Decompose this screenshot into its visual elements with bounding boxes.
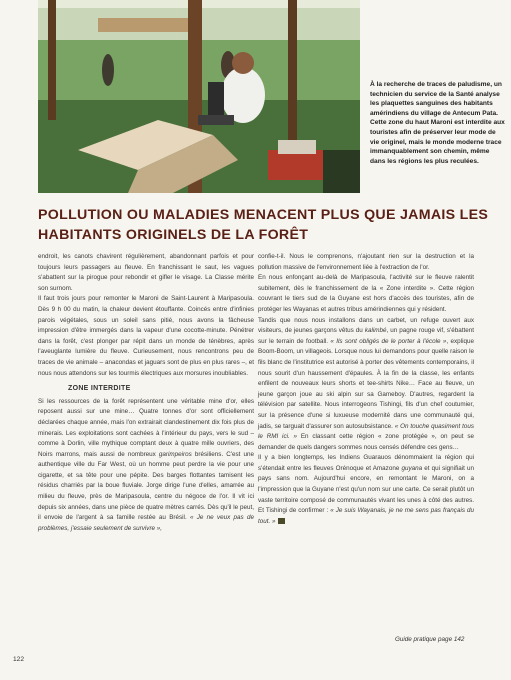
page-number: 122 bbox=[13, 656, 25, 663]
paragraph: endroit, les canots chavirent régulièrement, abandonnant parfois et pour toujours leurs passagers au fleuve. En franchissant le saut, les vagues s'abattent sur la pirogue pour rebondir et gifler le visage. La Classe mérite son surnom. bbox=[38, 253, 254, 292]
paragraph: Tandis que nous nous installons dans un carbet, un refuge ouvert aux visiteurs, de jeunes garçons vêtus du kalimbé, un pagne rouge vif, s'ébattent sur le terrain de football. « Ils sont obligés de le porter à l'école », explique Boom-Boom, un villageois. Lorsque nous lui demandons pour quelle raison le fils blanc de l'institutrice est autorisé à porter des vêtements contemporains, il nous sourit d'un haussement d'épaules. À la fin de la classe, les enfants enfilent de nouveaux leurs shorts et tee-shirts Nike… Face au fleuve, un jeune garçon joue au ski alpin sur sa Gameboy. D'autres, regardent la télévision par satellite. Nous interrogeons Tishingi, fils d'un chef coutumier, sur la présence d'une si luxueuse modernité dans une communauté qui, jadis, se targuait d'assurer son autosubsistance. « On touche quasiment tous le RMI ici. » En classant cette région « zone protégée », on peut se demander de quels dangers sommes nous censés défendre ces gens… bbox=[258, 316, 475, 451]
paragraph: Il faut trois jours pour remonter le Maroni de Saint-Laurent à Maripasoula. Dès 9 h 00 du matin, la chaleur devient étouffante. Coincés entre d'infinies parois végétales, sous un soleil sans pitié, nous avons la fâcheuse impression d'être immergés dans la vapeur d'une cocotte-minute. Pénétrer dans la forêt, c'est plonger par répit dans un monde de ténèbres, après l'aveuglante lumière du fleuve. Curieusement, nous rencontrons peu de traces de vie animale – anacondas et jaguars sont de plus en plus rares –, et nous nous attendons sur les tourmis électriques aux morsures inoubliables. bbox=[38, 295, 254, 377]
photo-caption: À la recherche de traces de paludisme, un technicien du service de la Santé analyse les plaquettes sanguines des habitants amérindiens du village de Antecum Pata. Cette zone du haut Maroni est interdite aux touristes afin de préserver leur mode de vie originel, mais le monde moderne trace immanquablement son chemin, même dans les régions les plus reculées. bbox=[370, 81, 505, 165]
section-subheading: ZONE INTERDITE bbox=[68, 385, 131, 393]
photo-illustration bbox=[38, 0, 360, 193]
article-column-right bbox=[258, 252, 474, 527]
guide-reference: Guide pratique page 142 bbox=[395, 636, 465, 643]
photo-laboratory-technician bbox=[38, 0, 360, 193]
article-headline: POLLUTION OU MALADIES MENACENT PLUS QUE JAMAIS LES HABITANTS ORIGINELS DE LA FORÊT bbox=[38, 207, 489, 243]
paragraph: Il y a bien longtemps, les Indiens Guarauos dénommaient la région qui s'étendait entre les fleuves Orénoque et Amazone guyana et qui signifiait un pays sans nom. Aujourd'hui encore, en remontant le Maroni, on a l'impression que la Guyane n'est qu'un nom sur une carte. Ce serait plutôt un vaste territoire composé de communautés vivant les unes à côté des autres. Et Tishingi de confirmer : « Je suis Wayanais, je ne me sens pas français du tout. » bbox=[258, 454, 475, 525]
article-column-left bbox=[38, 252, 254, 534]
paragraph: confie-t-il. Nous le comprenons, n'ajoutant rien sur la destruction et la pollution massive de l'environnement liée à l'extraction de l'or. bbox=[258, 253, 474, 271]
paragraph: En nous enfonçant au-delà de Maripasoula, l'activité sur le fleuve ralentit subitement, dès le franchissement de la « Zone interdite ». Cette région couvrant le tiers sud de la Guyane est hors d'accès des touristes, afin de protéger les Wayanas et autres tribus amérindiennes qui y résident. bbox=[258, 274, 474, 313]
end-of-article-mark bbox=[278, 518, 285, 524]
paragraph: Si les ressources de la forêt représentent une véritable mine d'or, elles reposent aussi sur une mine… Quatre tonnes d'or sont officiellement déclarées chaque année, mais l'on extrairait clandestinement dix fois plus de minerais. Les exploitations sont cachées à l'intérieur du pays, vers le sud – comme à Dorlin, ville mythique comptant deux à quatre mille ouvriers, des Noirs marrons, mais aussi de nombreux garimpeiros brésiliens. C'est une authentique ville du Far West, où un homme peut perdre la vie pour une cigarette, et sa tête pour une pépite. Des barges flottantes tamisent les résidus charriés par la boue fluviale. Jorge dirige l'une d'elles, amarrée au milieu du fleuve, près de Maripasoula, centre du négoce de l'or. Il vit ici depuis six années, dans une pièce de quatre mètres carrés. Dès qu'il le peut, il envoie de l'argent à sa famille restée au Brésil. « Je ne veux pas de problèmes, j'essaie seulement de survivre », bbox=[38, 397, 254, 532]
